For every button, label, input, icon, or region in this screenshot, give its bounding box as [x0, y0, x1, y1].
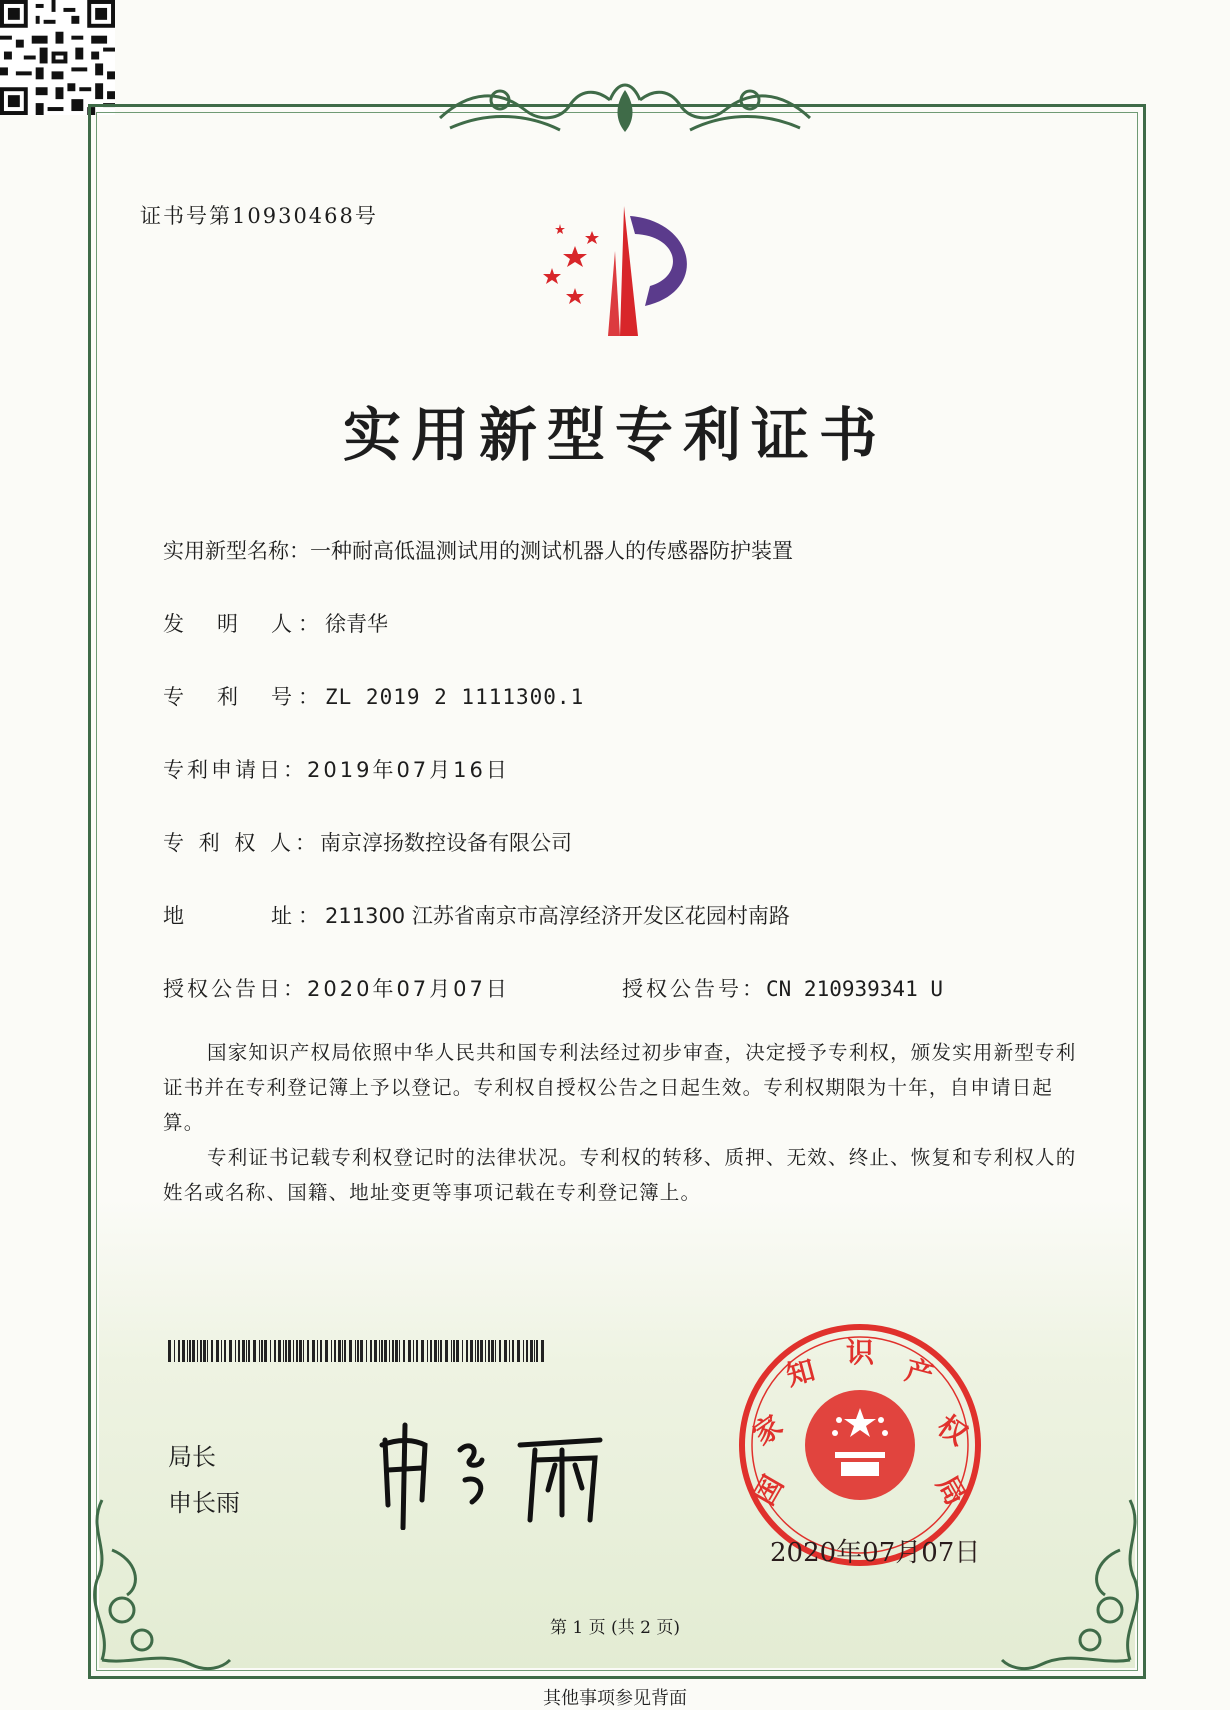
- field-inventor: [163, 608, 388, 638]
- field-label: 专 利 权 人：: [163, 831, 321, 855]
- certificate-title: 实用新型专利证书: [342, 401, 887, 469]
- field-label: 专 利 号：: [163, 685, 325, 709]
- svg-text:知: 知: [782, 1353, 819, 1393]
- corner-ornament-right-icon: [1000, 1490, 1150, 1680]
- field-value: 一种耐高低温测试用的测试机器人的传感器防护装置: [310, 539, 793, 563]
- svg-text:权: 权: [931, 1408, 974, 1452]
- corner-ornament-left-icon: [82, 1490, 232, 1680]
- field-value: 南京淳扬数控设备有限公司: [320, 831, 573, 855]
- director-name: 申长雨: [168, 1489, 240, 1517]
- legal-text: [163, 1035, 1083, 1210]
- field-patentee: [163, 827, 572, 857]
- field-utility-model-name: [163, 535, 793, 565]
- top-ornament-icon: [430, 70, 820, 140]
- qr-code-icon: [0, 0, 115, 115]
- field-label: 授权公告号：: [622, 977, 766, 1001]
- field-label: 专利申请日：: [163, 758, 307, 782]
- svg-text:局: 局: [929, 1469, 973, 1511]
- svg-text:识: 识: [845, 1336, 875, 1369]
- field-value: 徐青华: [325, 612, 388, 636]
- certificate-number: 证书号第10930468号: [140, 204, 378, 228]
- field-value: 211300 江苏省南京市高淳经济开发区花园村南路: [325, 904, 790, 928]
- page-number: 第 1 页 (共 2 页): [550, 1618, 680, 1638]
- field-value: CN 210939341 U: [766, 977, 944, 1001]
- field-announcement-number: [622, 973, 943, 1003]
- field-address: [163, 900, 790, 930]
- legal-paragraph: 专利证书记载专利权登记时的法律状况。专利权的转移、质押、无效、终止、恢复和专利权人的姓名或名称、国籍、地址变更等事项记载在专利登记簿上。: [163, 1146, 1077, 1204]
- back-note: 其他事项参见背面: [543, 1688, 687, 1709]
- svg-text:家: 家: [746, 1408, 789, 1452]
- svg-text:产: 产: [901, 1353, 938, 1393]
- legal-paragraph: 国家知识产权局依照中华人民共和国专利法经过初步审查，决定授予专利权，颁发实用新型专利证书并在专利登记簿上予以登记。专利权自授权公告之日起生效。专利权期限为十年，自申请日起算。: [163, 1041, 1077, 1134]
- field-grant-date: [163, 973, 510, 1003]
- cnipa-logo-icon: [520, 196, 720, 346]
- field-label: 授权公告日：: [163, 977, 307, 1001]
- seal-date: 2020年07月07日: [770, 1538, 981, 1568]
- field-patent-number: [163, 681, 584, 711]
- field-label: 地 址：: [163, 904, 325, 928]
- barcode-icon: [168, 1340, 548, 1362]
- field-label: 实用新型名称：: [163, 539, 310, 563]
- field-value: 2020年07月07日: [307, 977, 510, 1001]
- field-application-date: [163, 754, 510, 784]
- field-value: ZL 2019 2 1111300.1: [325, 685, 585, 709]
- director-signature: [370, 1420, 640, 1530]
- director-title: 局长: [168, 1443, 216, 1471]
- field-value: 2019年07月16日: [307, 758, 510, 782]
- svg-text:国: 国: [747, 1469, 791, 1511]
- field-label: 发 明 人：: [163, 612, 325, 636]
